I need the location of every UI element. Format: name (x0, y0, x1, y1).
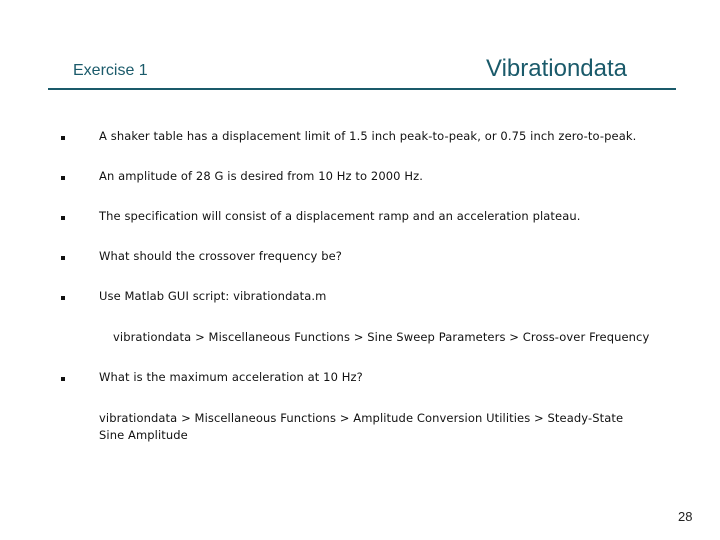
bullet-text: An amplitude of 28 G is desired from 10 Hz to 2000 Hz. (99, 169, 423, 183)
menu-path-amplitude: vibrationdata > Miscellaneous Functions > Amplitude Conversion Utilities > Steady-State Sine Amplitude (99, 411, 624, 442)
bullet-marker (61, 176, 65, 180)
exercise-title: Exercise 1 (73, 62, 148, 79)
header-rule (48, 88, 676, 90)
bullet-marker (61, 296, 65, 300)
bullet-text: A shaker table has a displacement limit of 1.5 inch peak-to-peak, or 0.75 inch zero-to-peak. (99, 129, 637, 143)
bullet-text: The specification will consist of a displacement ramp and an acceleration plateau. (99, 209, 581, 223)
bullet-marker (61, 216, 65, 220)
bullet-text: Use Matlab GUI script: vibrationdata.m (99, 289, 327, 303)
bullet-marker (61, 136, 65, 140)
brand-title: Vibrationdata (486, 55, 627, 82)
bullet-text: What should the crossover frequency be? (99, 249, 342, 263)
page-number: 28 (678, 509, 693, 524)
bullet-marker (61, 377, 65, 381)
menu-path-crossover: vibrationdata > Miscellaneous Functions > Sine Sweep Parameters > Cross-over Frequency (113, 330, 650, 344)
bullet-text: What is the maximum acceleration at 10 Hz? (99, 370, 363, 384)
bullet-marker (61, 256, 65, 260)
